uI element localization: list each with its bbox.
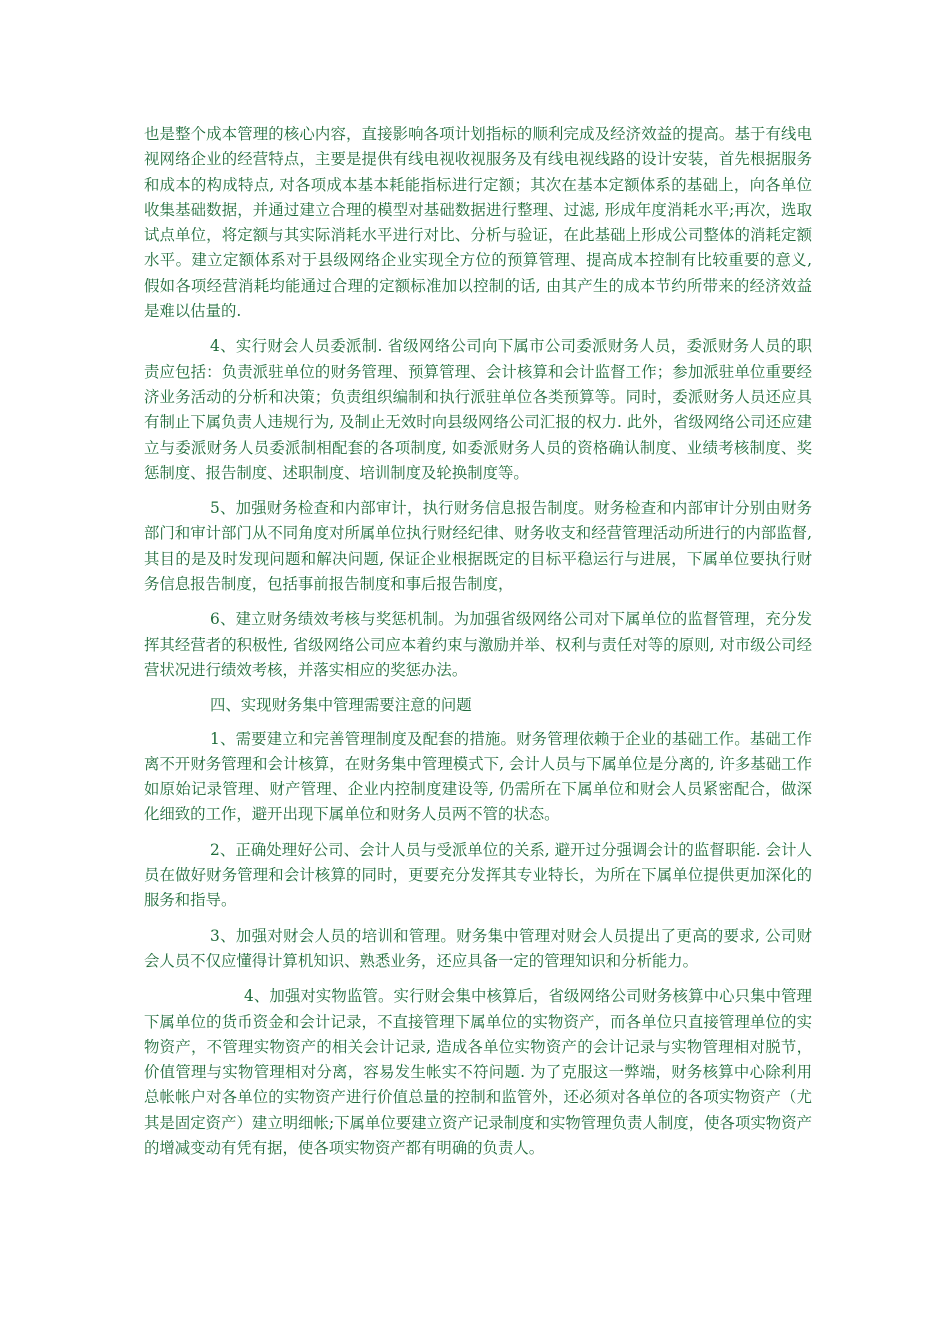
paragraph-issue-1: 1、需要建立和完善管理制度及配套的措施。财务管理依赖于企业的基础工作。基础工作离不开财务管理和会计核算，在财务集中管理模式下, 会计人员与下属单位是分离的, 许多基础工作如原始记录管理、财产管理、企业内控制度建设等, 仍需所在下属单位和财会人员紧密配合，做深化细致的工作，避开出现下属单位和财务人员两不管的状态。	[144, 729, 812, 824]
paragraph-issue-4: 4、加强对实物监管。实行财会集中核算后，省级网络公司财务核算中心只集中管理下属单位的货币资金和会计记录，不直接管理下属单位的实物资产，而各单位只直接管理单位的实物资产，不管理实物资产的相关会计记录, 造成各单位实物资产的会计记录与实物管理相对脱节，价值管理与实物管理相对分离，容易发生帐实不符问题. 为了克服这一弊端，财务核算中心除利用总帐帐户对各单位的实物资产进行价值总量的控制和监管外，还必须对各单位的各项实物资产（尤其是固定资产）建立明细帐;下属单位要建立资产记录制度和实物管理负责人制度，使各项实物资产的增减变动有凭有据，使各项实物资产都有明确的负责人。	[144, 987, 812, 1157]
paragraph-item-5-audit: 5、加强财务检查和内部审计，执行财务信息报告制度。财务检查和内部审计分别由财务部门和审计部门从不同角度对所属单位执行财经纪律、财务收支和经营管理活动所进行的内部监督, 其目的是及时发现问题和解决问题, 保证企业根据既定的目标平稳运行与进展，下属单位要执行财务信息报告制度，包括事前报告制度和事后报告制度，	[144, 499, 812, 594]
paragraph-issue-3: 3、加强对财会人员的培训和管理。财务集中管理对财会人员提出了更高的要求, 公司财会人员不仅应懂得计算机知识、熟悉业务，还应具备一定的管理知识和分析能力。	[144, 926, 812, 970]
paragraph-issue-2: 2、正确处理好公司、会计人员与受派单位的关系, 避开过分强调会计的监督职能. 会计人员在做好财务管理和会计核算的同时，更要充分发挥其专业特长，为所在下属单位提供更加深化的服务和指导。	[144, 840, 812, 910]
paragraph-item-4-dispatch: 4、实行财会人员委派制. 省级网络公司向下属市公司委派财务人员，委派财务人员的职责应包括：负责派驻单位的财务管理、预算管理、会计核算和会计监督工作；参加派驻单位重要经济业务活动的分析和决策；负责组织编制和执行派驻单位各类预算等。同时，委派财务人员还应具有制止下属负责人违规行为, 及制止无效时向县级网络公司汇报的权力. 此外，省级网络公司还应建立与委派财务人员委派制相配套的各项制度, 如委派财务人员的资格确认制度、业绩考核制度、奖惩制度、报告制度、述职制度、培训制度及轮换制度等。	[144, 337, 812, 482]
paragraph-cost-quota: 也是整个成本管理的核心内容，直接影响各项计划指标的顺利完成及经济效益的提高。基于有线电视网络企业的经营特点，主要是提供有线电视收视服务及有线电视线路的设计安装，首先根据服务和成本的构成特点, 对各项成本基本耗能指标进行定额；其次在基本定额体系的基础上，向各单位收集基础数据，并通过建立合理的模型对基础数据进行整理、过滤, 形成年度消耗水平;再次，选取试点单位，将定额与其实际消耗水平进行对比、分析与验证，在此基础上形成公司整体的消耗定额水平。建立定额体系对于县级网络企业实现全方位的预算管理、提高成本控制有比较重要的意义, 假如各项经营消耗均能通过合理的定额标准加以控制的话, 由其产生的成本节约所带来的经济效益是难以估量的.	[144, 125, 812, 321]
document-page	[144, 122, 812, 1171]
section-heading-4: 四、实现财务集中管理需要注意的问题	[210, 696, 472, 715]
paragraph-item-6-performance: 6、建立财务绩效考核与奖惩机制。为加强省级网络公司对下属单位的监督管理，充分发挥其经营者的积极性, 省级网络公司应本着约束与激励并举、权利与责任对等的原则, 对市级公司经营状况进行绩效考核，并落实相应的奖惩办法。	[144, 610, 812, 679]
